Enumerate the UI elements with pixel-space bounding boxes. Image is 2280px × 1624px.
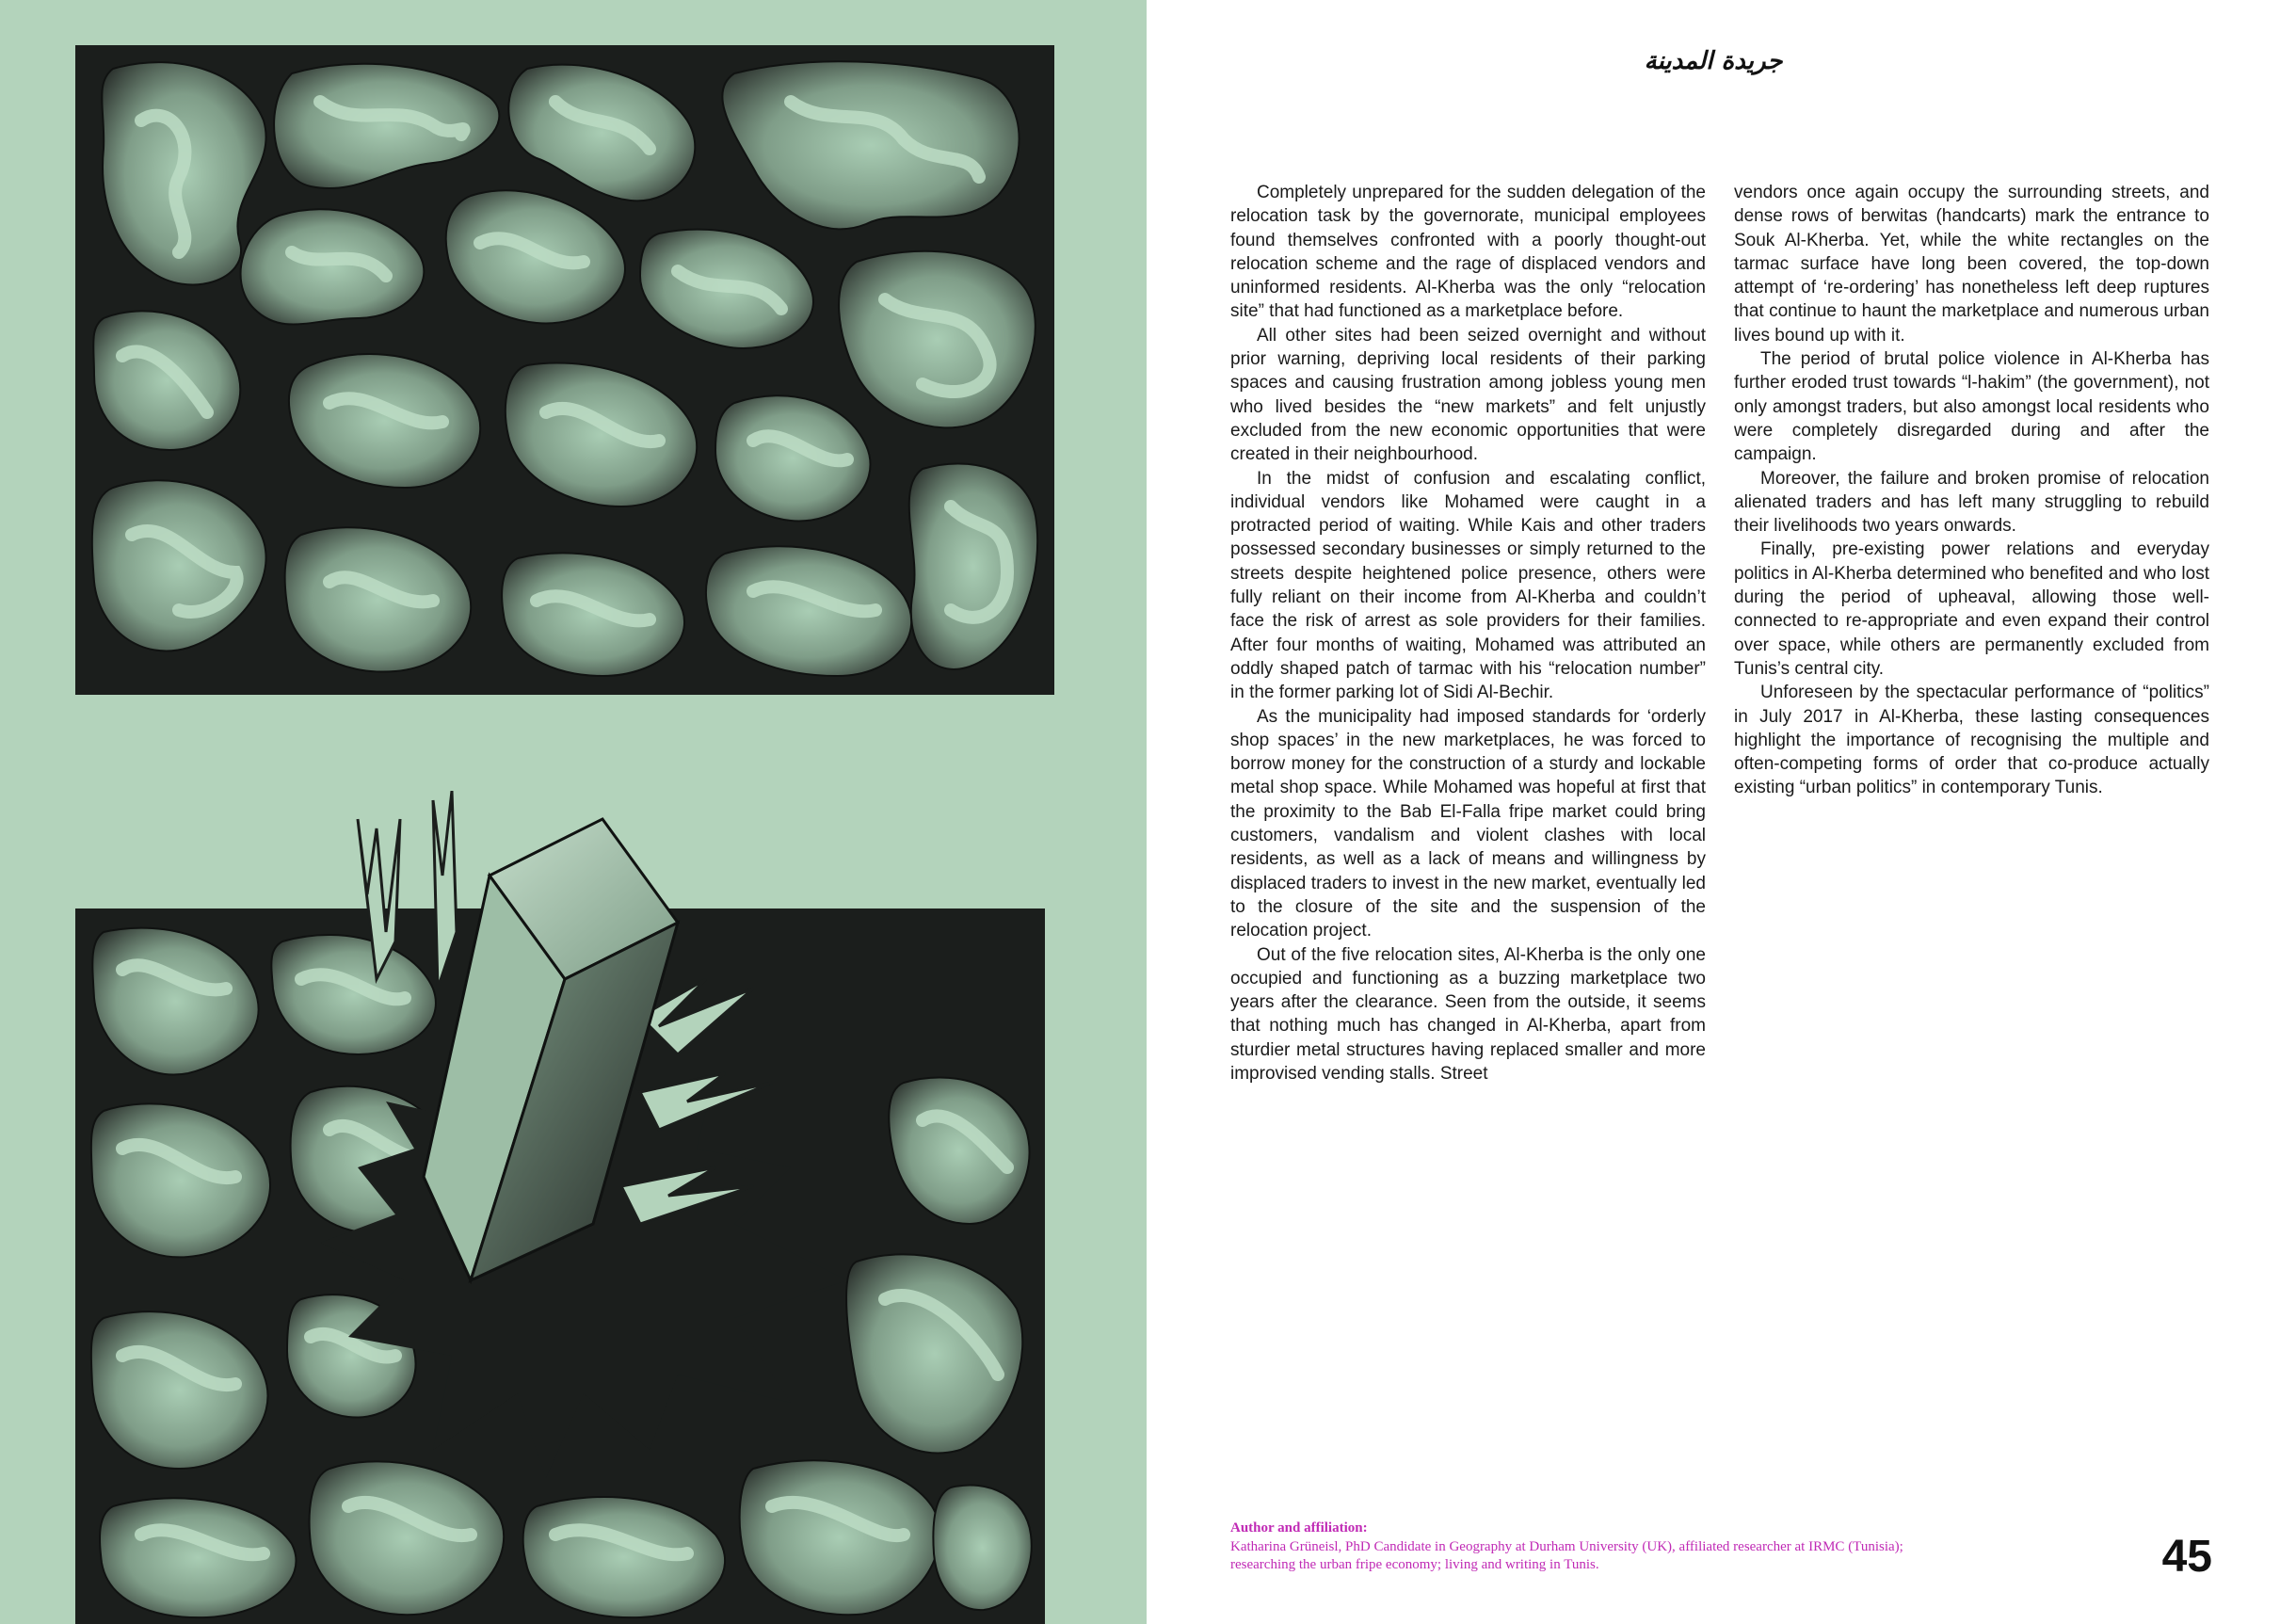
- paragraph: As the municipality had imposed standards for ‘orderly shop spaces’ in the new marketplaces, he was forced to borrow money for the construction of a sturdy and lockable metal shop space. While Mohamed was hopeful at first that the proximity to the Bab El-Falla fripe market could bring customers, vandalism and violent clashes with local residents, as well as a lack of means and willingness by displaced traders to invest in the new market, eventually led to the closure of the site and the suspension of the relocation project.: [1230, 706, 1706, 941]
- masthead-logo: جريدة المدينة: [1644, 47, 1783, 75]
- paragraph: Out of the five relocation sites, Al-Kherba is the only one occupied and functioning as a buzzing marketplace two years after the clearance. Seen from the outside, it seems that nothing much has changed in Al-Kherba, apart from sturdier metal structures having replaced smaller and more improvised vending stalls. Street: [1230, 944, 1706, 1084]
- article-column-1: [1230, 181, 1706, 1085]
- author-affiliation-line-1: Katharina Grüneisl, PhD Candidate in Geography at Durham University (UK), affiliated researcher at IRMC (Tunisia);: [1230, 1538, 1903, 1554]
- bottom-illustration: [75, 791, 1120, 1624]
- author-affiliation-line-2: researching the urban fripe economy; living and writing in Tunis.: [1230, 1557, 1599, 1572]
- paragraph: Completely unprepared for the sudden delegation of the relocation task by the governorate, municipal employees found themselves confronted with a poorly thought-out relocation scheme and the rage of displaced vendors and uninformed residents. Al-Kherba was the only “relocation site” that had functioned as a marketplace before.: [1230, 183, 1706, 322]
- author-footer: [1230, 1519, 2078, 1575]
- page-number: 45: [2161, 1532, 2212, 1582]
- paragraph: The period of brutal police violence in Al-Kherba has further eroded trust towards “l-hakim” (the government), not only amongst traders, but also amongst local residents who were completely disregarded during and after the campaign.: [1734, 349, 2209, 465]
- paragraph: Finally, pre-existing power relations and everyday politics in Al-Kherba determined who benefited and who lost during the period of upheaval, allowing those well-connected to re-appropriate and even expand their control over space, while others are permanently excluded from Tunis’s central city.: [1734, 539, 2209, 679]
- top-illustration: [75, 45, 1054, 695]
- paragraph: All other sites had been seized overnight and without prior warning, depriving local residents of their parking spaces and causing frustration among jobless young men who lived besides the “new markets” and felt unjustly excluded from the new economic opportunities that were created in their neighbourhood.: [1230, 325, 1706, 465]
- paragraph: In the midst of confusion and escalating conflict, individual vendors like Mohamed were caught in a protracted period of waiting. While Kais and other traders possessed secondary businesses or simply returned to the streets despite heightened police presence, others were fully reliant on their income from Al-Kherba and couldn’t face the risk of arrest as sole providers for their families. After four months of waiting, Mohamed was attributed an oddly shaped patch of tarmac with his “relocation number” in the former parking lot of Sidi Al-Bechir.: [1230, 468, 1706, 703]
- article-column-2: [1734, 181, 2209, 800]
- author-heading: Author and affiliation:: [1230, 1520, 1368, 1536]
- paragraph: Unforeseen by the spectacular performance of “politics” in July 2017 in Al-Kherba, these lasting consequences highlight the importance of recognising the multiple and often-competing forms of order that co-produce actually existing “urban politics” in contemporary Tunis.: [1734, 683, 2209, 798]
- paragraph: Moreover, the failure and broken promise of relocation alienated traders and has left many struggling to rebuild their livelihoods two years onwards.: [1734, 468, 2209, 537]
- paragraph: vendors once again occupy the surrounding streets, and dense rows of berwitas (handcarts) mark the entrance to Souk Al-Kherba. Yet, while the white rectangles on the tarmac surface have long been covered, the top-down attempt of ‘re-ordering’ has nonetheless left deep ruptures that continue to haunt the marketplace and numerous urban lives bound up with it.: [1734, 183, 2209, 346]
